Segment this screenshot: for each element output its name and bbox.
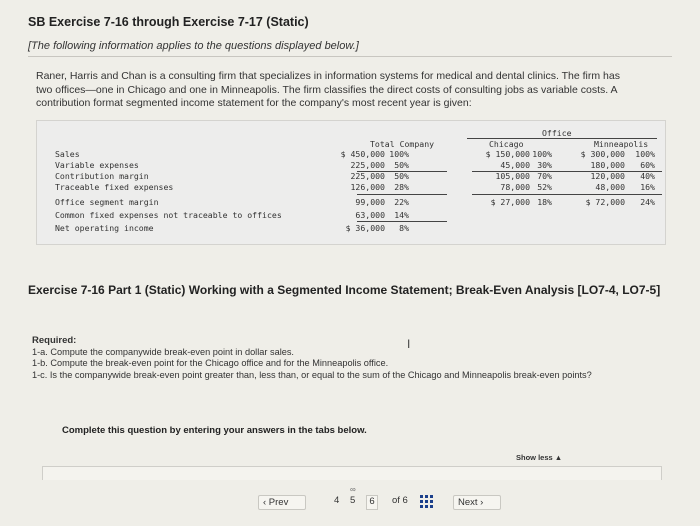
total-percent: 14% bbox=[394, 210, 409, 220]
underline bbox=[357, 221, 447, 222]
total-value: 63,000 bbox=[355, 210, 385, 220]
row-label: Sales bbox=[55, 149, 80, 159]
exercise-title: Exercise 7-16 Part 1 (Static) Working with a Segmented Income Statement; Break-Even Analysis [LO7-4, LO7-5] bbox=[28, 283, 661, 297]
chicago-percent: 70% bbox=[537, 171, 552, 181]
text-cursor-icon: I bbox=[407, 337, 411, 351]
chicago-value: 45,000 bbox=[500, 160, 530, 170]
total-percent: 100% bbox=[389, 149, 409, 159]
chicago-value: 105,000 bbox=[495, 171, 530, 181]
chicago-percent: 30% bbox=[537, 160, 552, 170]
next-button[interactable]: Next › bbox=[453, 495, 501, 510]
chicago-value: $ 150,000 bbox=[485, 149, 530, 159]
col-header-chicago: Chicago bbox=[489, 139, 524, 149]
total-value: 126,000 bbox=[350, 182, 385, 192]
total-value: $ 36,000 bbox=[345, 223, 385, 233]
row-label: Office segment margin bbox=[55, 197, 159, 207]
page-link-5[interactable]: 5 bbox=[350, 495, 356, 506]
answer-tabs-area[interactable] bbox=[42, 466, 662, 480]
required-item: 1-a. Compute the companywide break-even point in dollar sales. bbox=[32, 347, 294, 357]
statement-row bbox=[37, 223, 665, 234]
chicago-percent: 18% bbox=[537, 197, 552, 207]
row-label: Variable expenses bbox=[55, 160, 139, 170]
intro-text: Raner, Harris and Chan is a consulting firm that specializes in information systems for medical and dental clinics. The firm has two offices—one in Chicago and one in Minneapolis. The firm classifies the direct costs of consulting jobs as variable costs. A contribution format segmented income statement for the company's most recent year is given: bbox=[36, 70, 620, 109]
row-label: Common fixed expenses not traceable to offices bbox=[55, 210, 282, 220]
divider bbox=[28, 56, 672, 57]
page-title: SB Exercise 7-16 through Exercise 7-17 (Static) bbox=[28, 15, 309, 29]
total-percent: 50% bbox=[394, 171, 409, 181]
chicago-value: 78,000 bbox=[500, 182, 530, 192]
page-subtitle: [The following information applies to the questions displayed below.] bbox=[28, 40, 359, 52]
statement-row bbox=[37, 182, 665, 193]
minneapolis-value: 180,000 bbox=[590, 160, 625, 170]
required-item: 1-b. Compute the break-even point for the Chicago office and for the Minneapolis office. bbox=[32, 358, 389, 368]
total-percent: 8% bbox=[399, 223, 409, 233]
grid-menu-icon[interactable] bbox=[420, 495, 433, 508]
total-value: $ 450,000 bbox=[340, 149, 385, 159]
required-item: 1-c. Is the companywide break-even point greater than, less than, or equal to the sum of the Chicago and Minneapolis break-even points? bbox=[32, 370, 592, 380]
required-heading: Required: bbox=[32, 335, 77, 346]
show-less-link[interactable]: Show less ▲ bbox=[516, 453, 563, 462]
col-header-minneapolis: Minneapolis bbox=[594, 139, 649, 149]
chicago-value: $ 27,000 bbox=[490, 197, 530, 207]
minneapolis-value: $ 300,000 bbox=[580, 149, 625, 159]
total-value: 225,000 bbox=[350, 160, 385, 170]
minneapolis-value: $ 72,000 bbox=[585, 197, 625, 207]
page-count: of 6 bbox=[392, 495, 408, 506]
statement-row bbox=[37, 171, 665, 182]
total-percent: 28% bbox=[394, 182, 409, 192]
row-label: Contribution margin bbox=[55, 171, 149, 181]
total-percent: 50% bbox=[394, 160, 409, 170]
underline bbox=[472, 194, 582, 195]
row-label: Traceable fixed expenses bbox=[55, 182, 174, 192]
office-header: Office bbox=[542, 128, 572, 138]
total-value: 99,000 bbox=[355, 197, 385, 207]
minneapolis-percent: 40% bbox=[640, 171, 655, 181]
minneapolis-value: 48,000 bbox=[595, 182, 625, 192]
minneapolis-percent: 100% bbox=[635, 149, 655, 159]
chicago-percent: 52% bbox=[537, 182, 552, 192]
total-percent: 22% bbox=[394, 197, 409, 207]
instructions-text: Complete this question by entering your answers in the tabs below. bbox=[62, 425, 367, 436]
statement-row bbox=[37, 210, 665, 221]
income-statement bbox=[36, 120, 666, 245]
statement-row bbox=[37, 149, 665, 160]
minneapolis-percent: 24% bbox=[640, 197, 655, 207]
minneapolis-percent: 16% bbox=[640, 182, 655, 192]
statement-row bbox=[37, 160, 665, 171]
underline bbox=[572, 194, 662, 195]
page-link-4[interactable]: 4 bbox=[334, 495, 340, 506]
row-label: Net operating income bbox=[55, 223, 154, 233]
minneapolis-value: 120,000 bbox=[590, 171, 625, 181]
minneapolis-percent: 60% bbox=[640, 160, 655, 170]
col-header-total: Total Company bbox=[370, 139, 435, 149]
chicago-percent: 100% bbox=[532, 149, 552, 159]
link-icon: ∞ bbox=[350, 485, 356, 494]
total-value: 225,000 bbox=[350, 171, 385, 181]
underline bbox=[357, 194, 447, 195]
statement-row bbox=[37, 197, 665, 208]
page-link-6-current[interactable]: 6 bbox=[366, 495, 378, 510]
prev-button[interactable]: ‹ Prev bbox=[258, 495, 306, 510]
